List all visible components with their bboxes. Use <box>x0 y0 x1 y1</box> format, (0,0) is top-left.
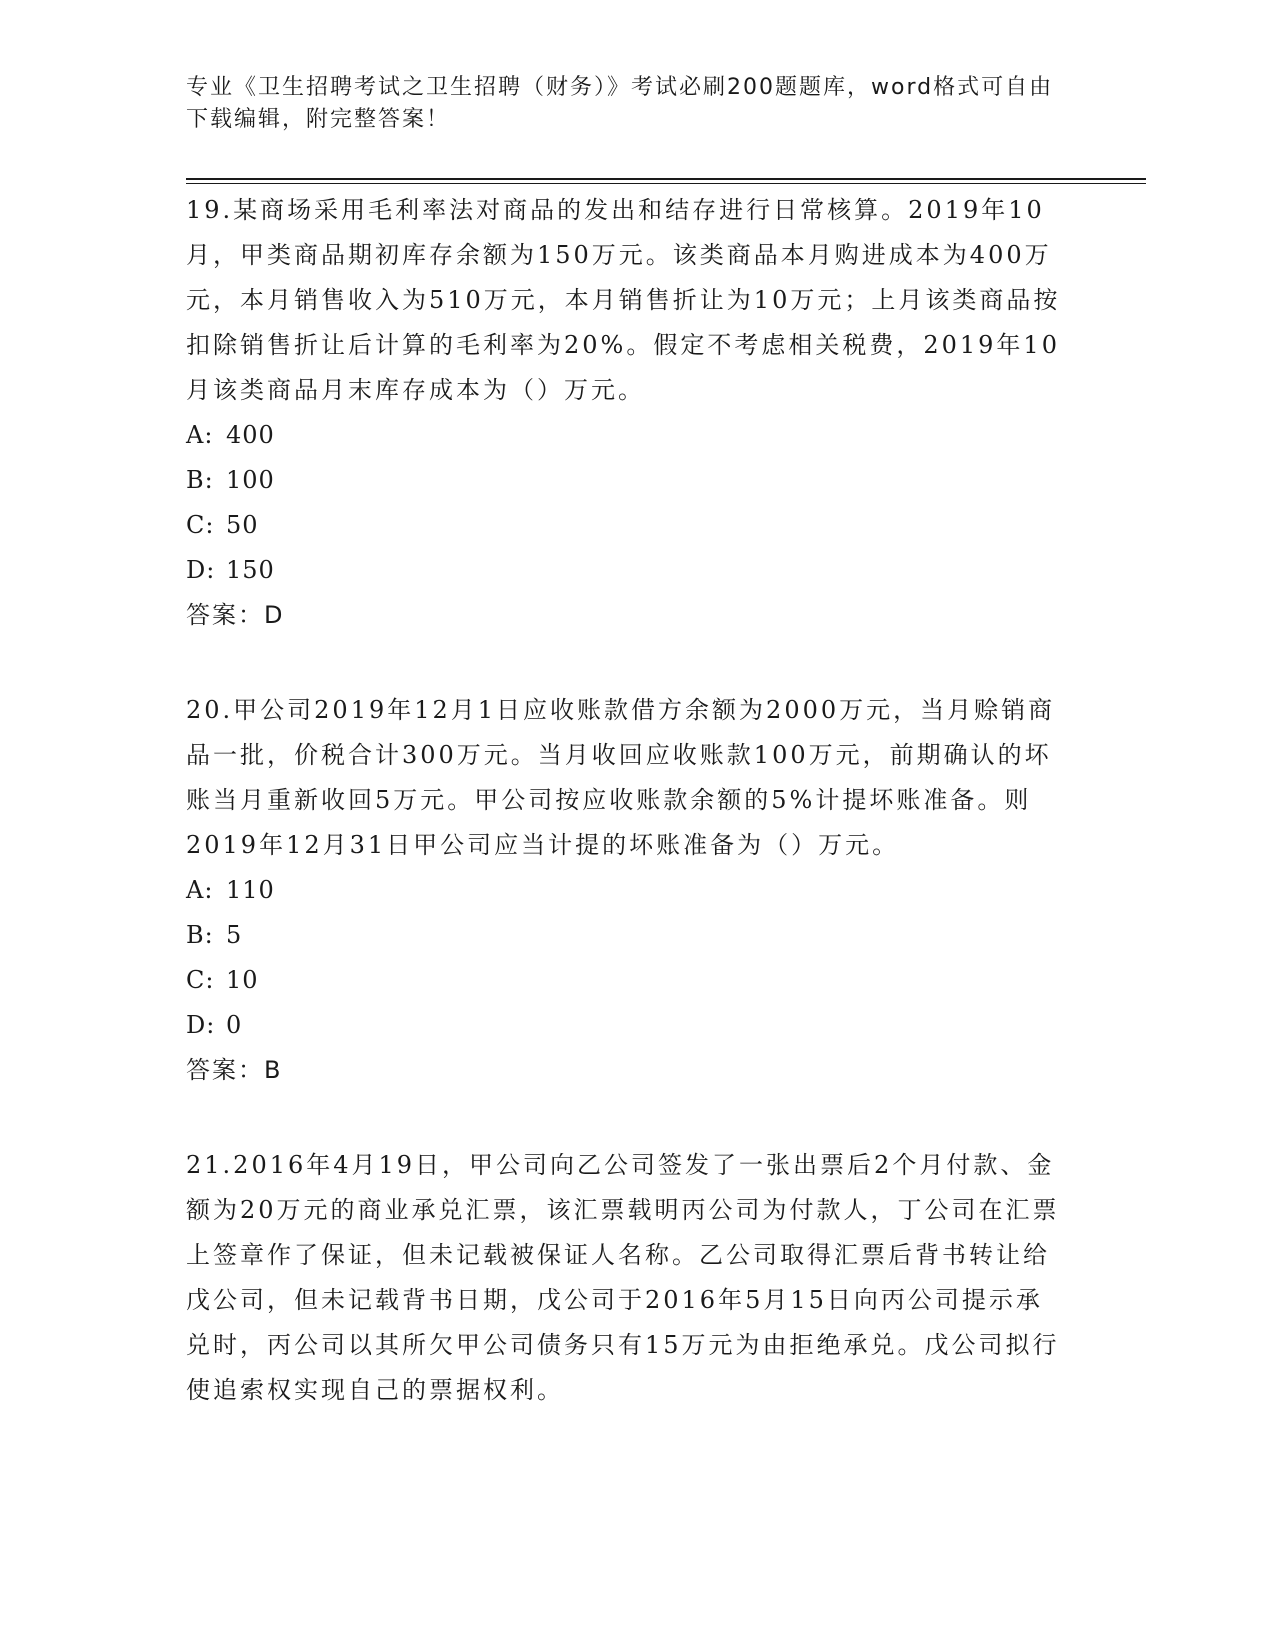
option-letter: B: <box>186 466 214 494</box>
header-divider-thick <box>186 178 1146 180</box>
question-19 <box>186 188 1066 638</box>
question-text: 19.某商场采用毛利率法对商品的发出和结存进行日常核算。2019年10月，甲类商品期初库存余额为150万元。该类商品本月购进成本为400万元，本月销售收入为510万元，本月销售折让为10万元；上月该类商品按扣除销售折让后计算的毛利率为20%。假定不考虑相关税费，2019年10月该类商品月末库存成本为（）万元。 <box>186 196 1061 404</box>
question-20 <box>186 688 1066 1093</box>
option-b <box>186 913 1066 958</box>
header-divider-thin <box>186 183 1146 184</box>
option-value: 400 <box>226 421 275 449</box>
question-21 <box>186 1143 1066 1413</box>
option-letter: D: <box>186 556 216 584</box>
option-a <box>186 413 1066 458</box>
option-letter: C: <box>186 966 215 994</box>
option-value: 5 <box>226 921 243 949</box>
document-header: 专业《卫生招聘考试之卫生招聘（财务）》考试必刷200题题库，word格式可自由下载编辑，附完整答案！ <box>186 75 1054 132</box>
option-value: 50 <box>226 511 259 539</box>
option-value: 0 <box>226 1011 243 1039</box>
option-value: 100 <box>226 466 275 494</box>
answer-line: 答案：B <box>186 1056 283 1084</box>
option-letter: A: <box>186 876 214 904</box>
question-text: 20.甲公司2019年12月1日应收账款借方余额为2000万元，当月赊销商品一批，价税合计300万元。当月收回应收账款100万元，前期确认的坏账当月重新收回5万元。甲公司按应收账款余额的5%计提坏账准备。则2019年12月31日甲公司应当计提的坏账准备为（）万元。 <box>186 696 1056 859</box>
option-letter: A: <box>186 421 214 449</box>
option-letter: D: <box>186 1011 216 1039</box>
option-d <box>186 548 1066 593</box>
option-c <box>186 503 1066 548</box>
option-d <box>186 1003 1066 1048</box>
option-value: 10 <box>226 966 259 994</box>
option-letter: C: <box>186 511 215 539</box>
option-c <box>186 958 1066 1003</box>
option-b <box>186 458 1066 503</box>
option-a <box>186 868 1066 913</box>
answer-line: 答案：D <box>186 601 285 629</box>
option-letter: B: <box>186 921 214 949</box>
question-text: 21.2016年4月19日，甲公司向乙公司签发了一张出票后2个月付款、金额为20万元的商业承兑汇票，该汇票载明丙公司为付款人，丁公司在汇票上签章作了保证，但未记载被保证人名称。乙公司取得汇票后背书转让给戊公司，但未记载背书日期，戊公司于2016年5月15日向丙公司提示承兑时，丙公司以其所欠甲公司债务只有15万元为由拒绝承兑。戊公司拟行使追索权实现自己的票据权利。 <box>186 1151 1060 1404</box>
option-value: 150 <box>226 556 275 584</box>
question-list <box>186 188 1066 1463</box>
option-value: 110 <box>226 876 275 904</box>
